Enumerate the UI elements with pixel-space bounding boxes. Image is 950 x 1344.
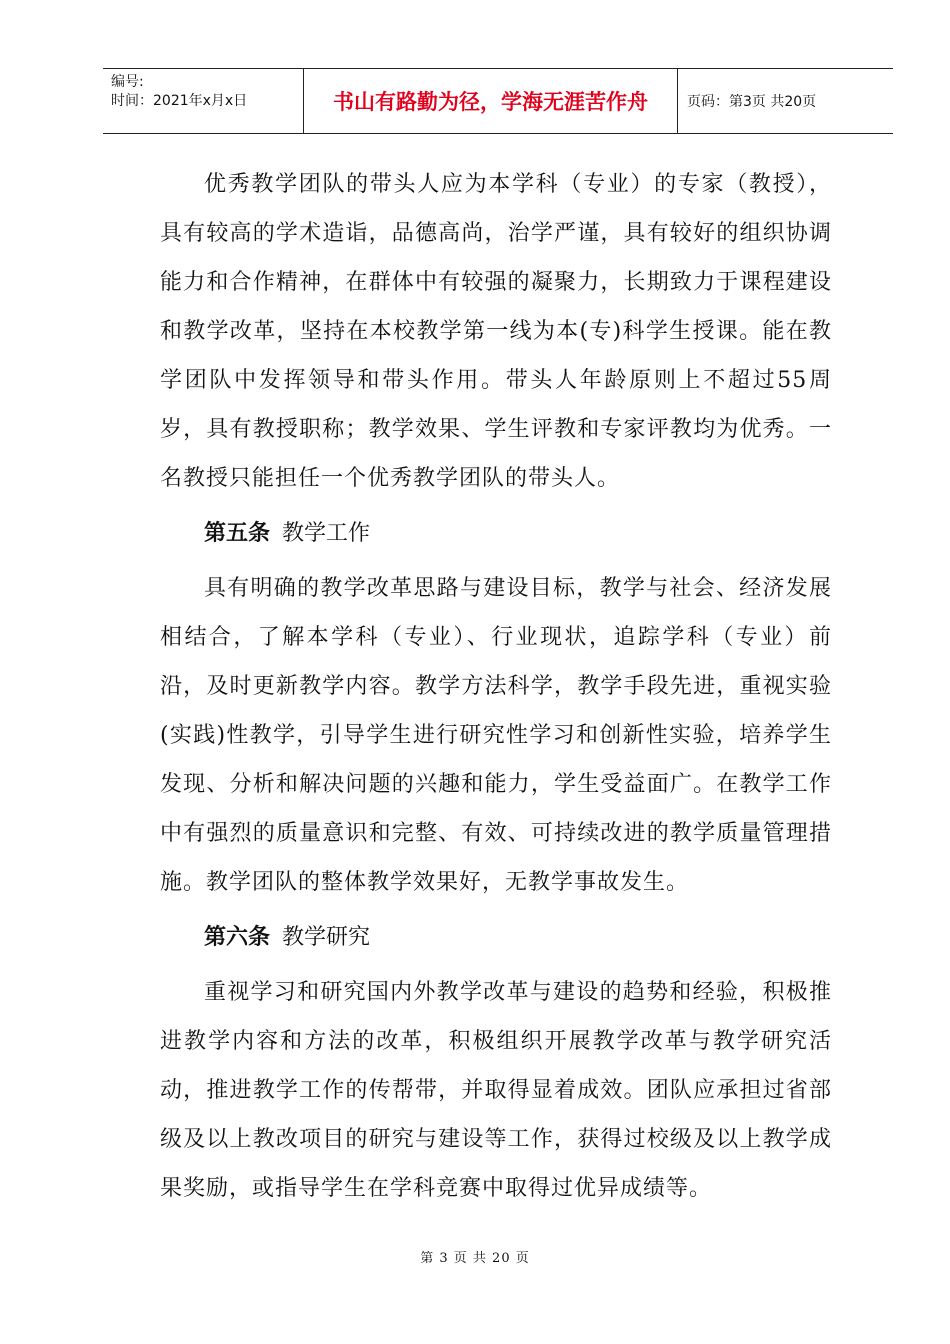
- header-meta-cell: [103, 69, 304, 133]
- page-header: [103, 68, 893, 134]
- article-number: 第五条: [204, 521, 271, 546]
- paragraph-teaching-research: 重视学习和研究国内外教学改革与建设的趋势和经验，积极推进教学内容和方法的改革，积极组织开展教学改革与教学研究活动，推进教学工作的传帮带，并取得显着成效。团队应承担过省部级及以上教改项目的研究与建设等工作，获得过校级及以上教学成果奖励，或指导学生在学科竞赛中取得过优异成绩等。: [160, 980, 832, 1201]
- article-title: 教学工作: [282, 521, 371, 546]
- header-page-info: 页码：第3页 共20页: [687, 94, 817, 110]
- page-footer: [0, 1247, 950, 1266]
- footer-page-number: 第 3 页 共 20 页: [420, 1251, 530, 1266]
- header-motto-cell: [304, 69, 678, 133]
- article-heading-5: [160, 509, 832, 558]
- article-number: 第六条: [204, 925, 271, 950]
- article-heading-6: [160, 913, 832, 962]
- paragraph-teaching-work: 具有明确的教学改革思路与建设目标，教学与社会、经济发展相结合，了解本学科（专业）、行业现状，追踪学科（专业）前沿，及时更新教学内容。教学方法科学，教学手段先进，重视实验(实践)性教学，引导学生进行研究性学习和创新性实验，培养学生发现、分析和解决问题的兴趣和能力，学生受益面广。在教学工作中有强烈的质量意识和完整、有效、可持续改进的教学质量管理措施。教学团队的整体教学效果好，无教学事故发生。: [160, 576, 832, 895]
- header-page-cell: [678, 69, 893, 133]
- document-date: 时间：2021年x月x日: [111, 93, 248, 109]
- document-number-label: 编号:: [111, 74, 144, 90]
- article-title: 教学研究: [282, 925, 371, 950]
- paragraph-team-leader: 优秀教学团队的带头人应为本学科（专业）的专家（教授），具有较高的学术造诣，品德高尚，治学严谨，具有较好的组织协调能力和合作精神，在群体中有较强的凝聚力，长期致力于课程建设和教学改革，坚持在本校教学第一线为本(专)科学生授课。能在教学团队中发挥领导和带头作用。带头人年龄原则上不超过55周岁，具有教授职称；教学效果、学生评教和专家评教均为优秀。一名教授只能担任一个优秀教学团队的带头人。: [160, 172, 832, 491]
- motto-text: 书山有路勤为径，学海无涯苦作舟: [333, 90, 648, 114]
- document-body: [160, 160, 832, 1213]
